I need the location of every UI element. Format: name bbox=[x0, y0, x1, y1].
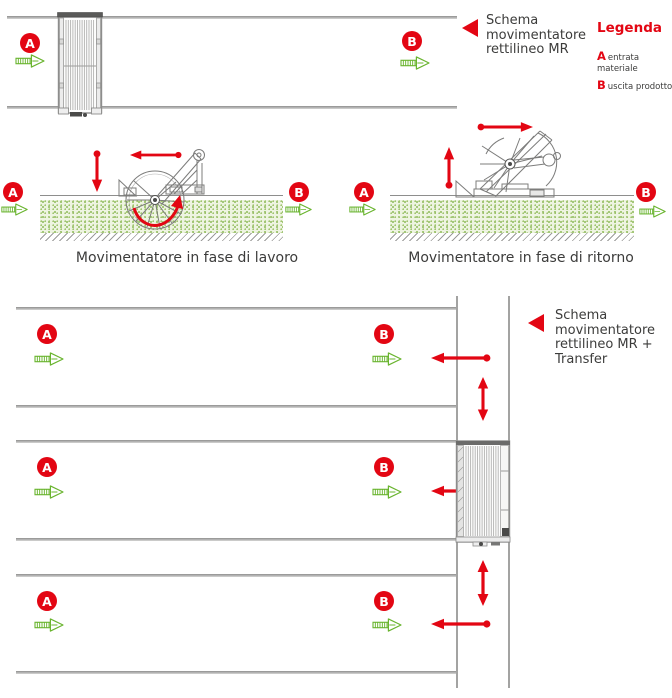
exit-badge: B bbox=[374, 324, 394, 344]
legend-key: B bbox=[597, 78, 606, 92]
exit-badge: B bbox=[289, 182, 309, 202]
exit-badge: B bbox=[374, 591, 394, 611]
lane-rail bbox=[16, 671, 457, 674]
legend-item-exit bbox=[597, 80, 672, 93]
lane-rail bbox=[16, 440, 457, 443]
transfer-shuttle-arrow bbox=[477, 377, 489, 421]
material-band bbox=[390, 200, 634, 233]
material-flow-icon bbox=[34, 618, 64, 632]
machine-side-view-return bbox=[446, 126, 568, 204]
legend bbox=[597, 20, 672, 98]
material-flow-icon bbox=[372, 618, 402, 632]
material-flow-icon bbox=[372, 352, 402, 366]
legend-label: entrata materiale bbox=[597, 53, 640, 74]
material-flow-icon bbox=[349, 203, 376, 216]
transfer-out-arrow bbox=[431, 618, 491, 630]
exit-badge: B bbox=[374, 457, 394, 477]
section-pointer-icon bbox=[462, 19, 478, 37]
caption-working-phase: Movimentatore in fase di lavoro bbox=[75, 250, 299, 266]
entry-badge: A bbox=[20, 33, 40, 53]
down-motion-arrow bbox=[91, 150, 103, 192]
material-flow-icon bbox=[285, 203, 312, 216]
left-motion-arrow bbox=[130, 149, 182, 161]
transfer-shuttle-arrow bbox=[477, 560, 489, 606]
entry-badge: A bbox=[37, 457, 57, 477]
legend-item-entry bbox=[597, 51, 651, 75]
lane-rail bbox=[16, 405, 457, 408]
up-motion-arrow bbox=[443, 147, 455, 189]
entry-badge: A bbox=[3, 182, 23, 202]
lane-rail bbox=[16, 307, 457, 310]
section-pointer-icon bbox=[528, 314, 544, 332]
exit-badge: B bbox=[636, 182, 656, 202]
material-flow-icon bbox=[1, 203, 28, 216]
entry-badge: A bbox=[37, 591, 57, 611]
material-flow-icon bbox=[372, 485, 402, 499]
material-flow-icon bbox=[34, 485, 64, 499]
ground-hatch bbox=[390, 233, 634, 241]
lane-rail bbox=[16, 574, 457, 577]
legend-title: Legenda bbox=[597, 20, 662, 36]
material-flow-icon bbox=[639, 205, 666, 218]
exit-badge: B bbox=[402, 31, 422, 51]
material-flow-icon bbox=[15, 54, 45, 68]
transfer-out-arrow bbox=[431, 352, 491, 364]
right-motion-arrow bbox=[477, 121, 533, 133]
mr-machine-on-transfer bbox=[455, 438, 511, 548]
schema-title-top: Schema movimentatore rettilineo MR bbox=[486, 13, 586, 57]
mr-machine-plan-view bbox=[56, 11, 104, 119]
material-flow-icon bbox=[400, 56, 430, 70]
lane-rail bbox=[16, 538, 457, 541]
legend-key: A bbox=[597, 49, 606, 63]
material-flow-icon bbox=[34, 352, 64, 366]
caption-return-phase: Movimentatore in fase di ritorno bbox=[408, 250, 634, 266]
schema-title-bottom: Schema movimentatore rettilineo MR + Transfer bbox=[555, 308, 655, 367]
entry-badge: A bbox=[354, 182, 374, 202]
legend-label: uscita prodotto bbox=[607, 82, 672, 92]
entry-badge: A bbox=[37, 324, 57, 344]
